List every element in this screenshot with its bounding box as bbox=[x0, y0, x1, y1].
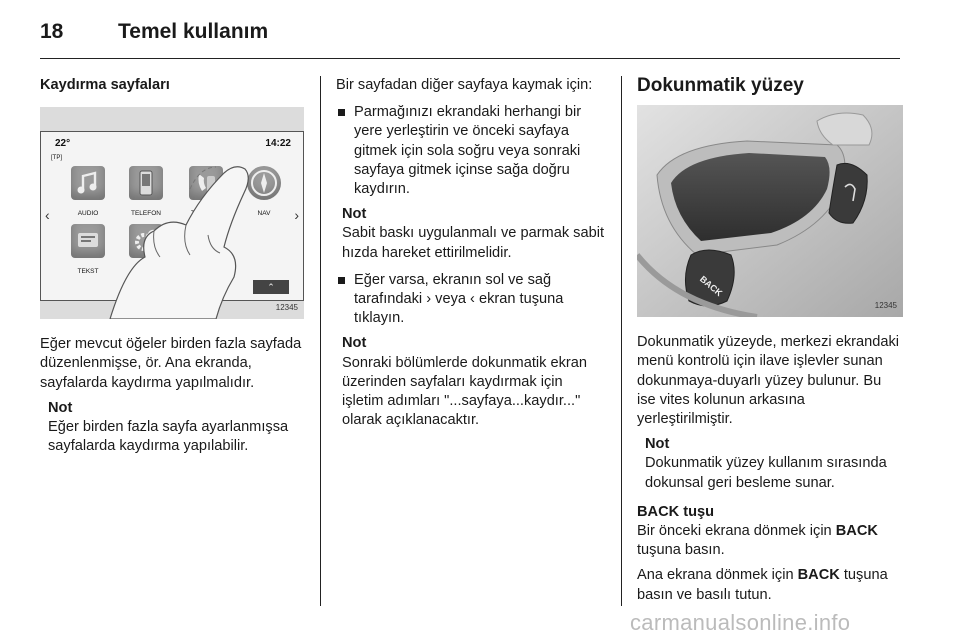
note-text: Sonraki bölümlerde dokunmatik ekran üzerinden sayfaları kaydırmak için işletim adımları "...sayfaya...kaydır..." olarak açıklanacaktır. bbox=[342, 354, 587, 429]
note-label: Not bbox=[48, 399, 73, 416]
back-text-b: tuşuna basın. bbox=[637, 542, 725, 559]
column-3 bbox=[637, 76, 903, 605]
figure-code: 12345 bbox=[874, 301, 897, 310]
chevron-right-icon: › bbox=[426, 291, 432, 308]
bullet-text-a: Eğer varsa, ekranın sol ve sağ tarafındaki bbox=[354, 271, 552, 308]
note-text: Dokunmatik yüzey kullanım sırasında dokunsal geri besleme sunar. bbox=[645, 455, 887, 491]
back-key-label: BACK bbox=[697, 274, 725, 299]
clock-readout: 14:22 bbox=[265, 138, 291, 150]
chevron-left-icon: ‹ bbox=[470, 291, 475, 308]
note-label: Not bbox=[342, 335, 367, 352]
paragraph-scroll-info: Eğer mevcut öğeler birden fazla sayfada düzenlenmişse, ör. Ana ekranda, sayfalarda kaydırma yapılmalıdır. bbox=[40, 336, 302, 391]
temperature-readout: 22° bbox=[55, 138, 71, 150]
touchscreen-swipe-figure bbox=[40, 107, 304, 319]
app-label-tekst: TEKST bbox=[77, 268, 99, 276]
note-label: Not bbox=[342, 206, 367, 223]
column-divider-2 bbox=[621, 76, 622, 606]
bullet-item-swipe bbox=[336, 103, 608, 199]
sub-heading-back-key: BACK tuşu bbox=[637, 503, 715, 520]
column-1 bbox=[40, 76, 306, 456]
section-heading-touchpad: Dokunmatik yüzey bbox=[637, 75, 804, 96]
bullet-text-veya: veya bbox=[435, 291, 466, 308]
bullet-text: Parmağınızı ekrandaki herhangi bir yere yerleştirin ve önceki sayfaya gitmek için sola soğru veya sonraki sayfaya gitmek içinse sağa doğru kaydırın. bbox=[354, 104, 582, 198]
paragraph-back-2 bbox=[637, 566, 903, 604]
figure-code: 12345 bbox=[275, 303, 298, 312]
paragraph-touchpad: Dokunmatik yüzeyde, merkezi ekrandaki menü kontrolü için ilave işlevler sunan dokunmaya-duyarlı yüzey bulunur. Bu ise vites kolunun arkasına yerleştirilmiştir. bbox=[637, 334, 899, 428]
touchpad-illustration bbox=[637, 105, 903, 317]
bullet-text-b: ekran tuşuna tıklayın. bbox=[354, 291, 564, 327]
app-label-nav: NAV bbox=[257, 210, 271, 218]
touchpad-figure bbox=[637, 105, 903, 317]
app-label-telefon-1: TELEFON bbox=[131, 210, 161, 218]
footer-watermark: carmanualsonline.info bbox=[630, 610, 851, 635]
note-block-3 bbox=[342, 334, 608, 430]
paragraph-back-1 bbox=[637, 522, 903, 560]
note-block-1 bbox=[48, 399, 306, 457]
column-divider-1 bbox=[320, 76, 321, 606]
left-arrow-icon: ‹ bbox=[45, 207, 50, 224]
note-text: Eğer birden fazla sayfa ayarlanmışsa sayfalarda kaydırma yapılabilir. bbox=[48, 419, 289, 455]
note-label: Not bbox=[645, 436, 670, 453]
paragraph-intro: Bir sayfadan diğer sayfaya kaymak için: bbox=[336, 77, 593, 93]
back-key-term: BACK bbox=[835, 523, 878, 540]
right-arrow-icon: › bbox=[294, 207, 299, 224]
bullet-item-arrows bbox=[336, 271, 608, 329]
page-title: Temel kullanım bbox=[118, 20, 269, 43]
section-heading-scroll-pages: Kaydırma sayfaları bbox=[40, 77, 170, 93]
column-2 bbox=[336, 76, 608, 430]
page-number: 18 bbox=[40, 20, 64, 43]
header-rule bbox=[40, 58, 900, 59]
back-text-a: Bir önceki ekrana dönmek için bbox=[637, 523, 832, 540]
back-text-a: Ana ekrana dönmek için bbox=[637, 567, 794, 584]
tp-indicator: [TP] bbox=[51, 155, 63, 162]
chevron-up-icon: ⌃ bbox=[253, 280, 289, 294]
back-key-term: BACK bbox=[797, 567, 840, 584]
note-text: Sabit baskı uygulanmalı ve parmak sabit hızda hareket ettirilmelidir. bbox=[342, 225, 605, 261]
finger-hand-icon bbox=[40, 107, 304, 319]
note-block-4 bbox=[645, 435, 903, 493]
app-label-audio: AUDIO bbox=[77, 210, 99, 218]
back-text-b: tuşuna basın ve basılı tutun. bbox=[637, 567, 888, 603]
note-block-2 bbox=[342, 205, 608, 263]
